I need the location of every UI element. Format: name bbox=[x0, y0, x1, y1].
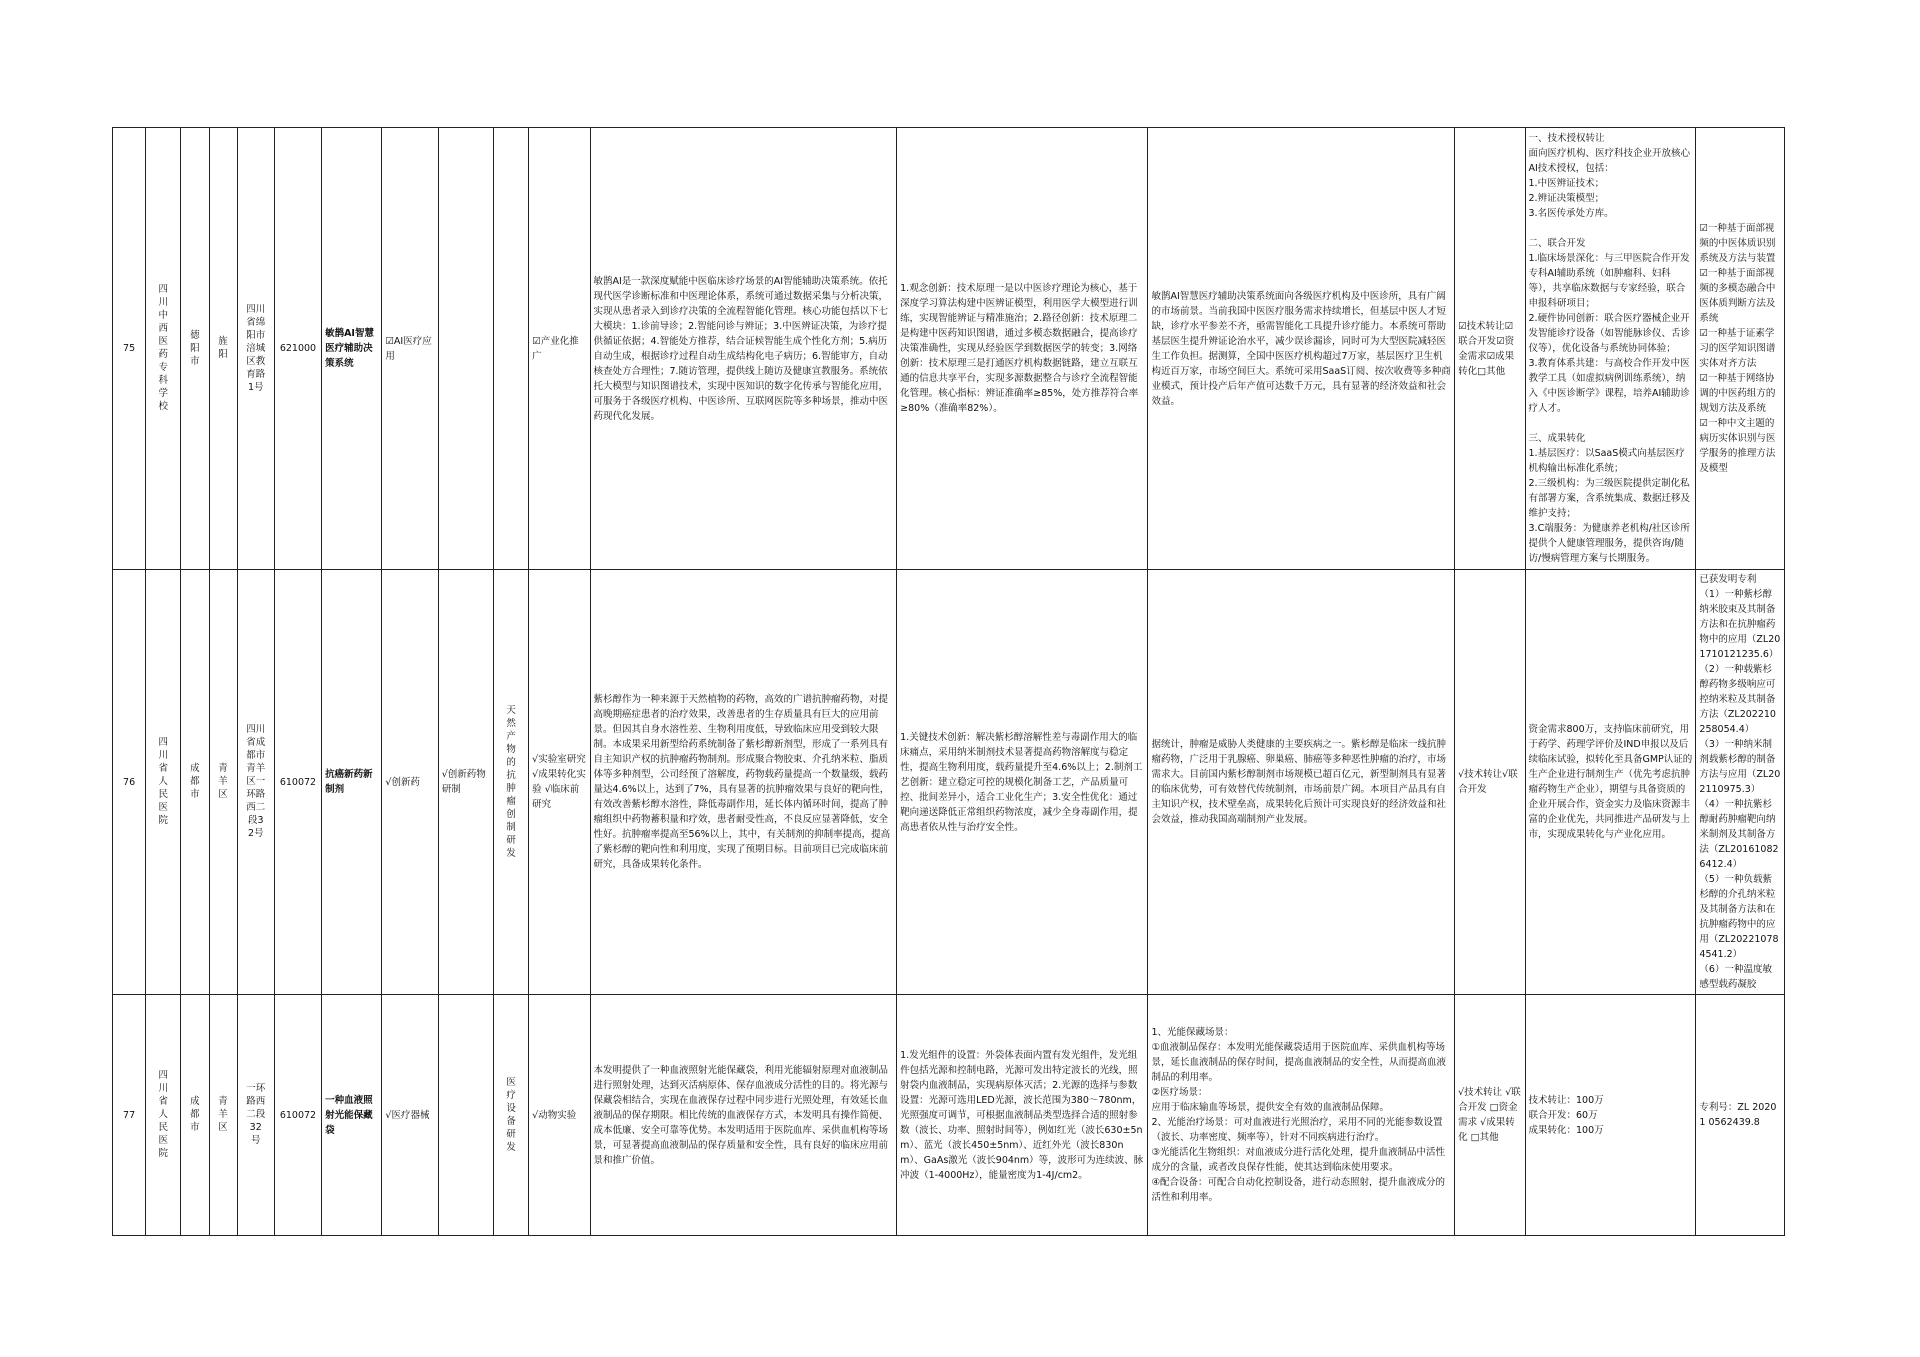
project-name: 一种血液照射光能保藏袋 bbox=[322, 995, 382, 1236]
row-number: 75 bbox=[113, 128, 146, 570]
market-cell: 1、光能保藏场景： ①血液制品保存：本发明光能保藏袋适用于医院血库、采供血机构等场景，延长血液制品的保存时间，提高血液制品的安全性，从而提高血液制品的利用率。 ②医疗场景： 应用于临床输血等场景，提供安全有效的血液制品保障。 2、光能治疗场景：可对血液进行光照治疗，采用不同的光能参数设置（波长、功率密度、频率等），针对不同疾病进行治疗。 ③光能活化生物组织：对血液成分进行活化处理，提升血液制品中活性成分的含量，或者改良保存性能，使其达到临床使用要求。 ④配合设备：可配合自动化控制设备，进行动态照射，提升血液成分的活性和利用率。 bbox=[1148, 995, 1455, 1236]
address-cell: 四川省绵阳市涪城区教育路1号 bbox=[237, 128, 274, 570]
city-cell: 德阳市 bbox=[181, 128, 209, 570]
table-row bbox=[113, 128, 1785, 570]
stage-cell bbox=[493, 128, 528, 570]
county-cell: 青羊区 bbox=[209, 995, 237, 1236]
city-cell: 成都市 bbox=[181, 995, 209, 1236]
county-cell: 旌阳 bbox=[209, 128, 237, 570]
coop-mode-cell: √技术转让√联合开发 bbox=[1455, 570, 1525, 995]
unit-cell: 四川省人民医院 bbox=[146, 570, 181, 995]
field-cell: √创新药 bbox=[382, 570, 438, 995]
coop-mode-cell: √技术转让 √联合开发 □资金需求 √成果转化 □其他 bbox=[1455, 995, 1525, 1236]
coop-detail-cell: 技术转让：100万 联合开发：60万 成果转化：100万 bbox=[1525, 995, 1696, 1236]
intro-cell: 敏鹊AI是一款深度赋能中医临床诊疗场景的AI智能辅助决策系统。依托现代医学诊断标准和中医理论体系，系统可通过数据采集与分析决策，实现从患者录入到诊疗决策的全流程智能化管理。核心功能包括以下七大模块：1.诊前导诊；2.智能问诊与辨证；3.中医辨证决策，为诊疗提供循证依据；4.智能处方推荐，结合证候智能生成个性化方剂；5.病历自动生成，根据诊疗过程自动生成结构化电子病历；6.智能审方，自动核查处方合理性；7.随访管理，提供线上随访及健康宣教服务。系统依托大模型与知识图谱技术，实现中医知识的数字化传承与智能化应用，可服务于各级医疗机构、中医诊所、互联网医院等多种场景，推动中医药现代化发展。 bbox=[590, 128, 897, 570]
coop-detail-cell: 一、技术授权转让 面向医疗机构、医疗科技企业开放核心AI技术授权，包括： 1.中医辨证技术； 2.辨证决策模型； 3.名医传承处方库。 二、联合开发 1.临床场景深化：与三甲医院合作开发专科AI辅助系统（如肿瘤科、妇科等），共享临床数据与专家经验，联合申报科研项目； 2.硬件协同创新：联合医疗器械企业开发智能诊疗设备（如智能脉诊仪、舌诊仪等），优化设备与系统协同体验； 3.教育体系共建：与高校合作开发中医教学工具（如虚拟病例训练系统），纳入《中医诊断学》课程，培养AI辅助诊疗人才。 三、成果转化 1.基层医疗：以SaaS模式向基层医疗机构输出标准化系统； 2.三级机构：为三级医院提供定制化私有部署方案，含系统集成、数据迁移及维护支持； 3.C端服务：为健康养老机构/社区诊所提供个人健康管理服务，提供咨询/随访/慢病管理方案与长期服务。 bbox=[1525, 128, 1696, 570]
ip-cell: ☑一种基于面部视频的中医体质识别系统及方法与装置 ☑一种基于面部视频的多模态融合中医体质判断方法及系统 ☑一种基于证素学习的医学知识图谱实体对齐方法 ☑一种基于网络协调的中医药组方的规划方法及系统 ☑一种中文主题的病历实体识别与医学服务的推理方法及模型 bbox=[1696, 128, 1785, 570]
data-table bbox=[112, 127, 1785, 1236]
postcode-cell: 610072 bbox=[274, 570, 321, 995]
table-row bbox=[113, 995, 1785, 1236]
postcode-cell: 621000 bbox=[274, 128, 321, 570]
intro-cell: 紫杉醇作为一种来源于天然植物的药物，高效的广谱抗肿瘤药物，对提高晚期癌症患者的治疗效果，改善患者的生存质量具有巨大的应用前景。但因其自身水溶性差、生物利用度低，导致临床应用受到较大限制。本成果采用新型给药系统制备了紫杉醇新剂型，形成了一系列具有自主知识产权的抗肿瘤药物制剂。形成聚合物胶束、介孔纳米粒、脂质体等多种剂型，公司经预了溶解度，药物载药量提高一个数量级，载药量达4.6%以上，达到了7%，具有显著的抗肿瘤效果与良好的靶向性，有效改善紫杉醇水溶性，降低毒副作用，延长体内循环时间，提高了肿瘤组织中药物蓄积量和疗效，患者耐受性高，不良反应显著降低，安全性好。抗肿瘤率提高至56%以上，其中，有关制剂的抑制率提高，提高了紫杉醇的靶向性和利用度，实现了预期目标。目前项目已完成临床前研究，具备成果转化条件。 bbox=[590, 570, 897, 995]
table-row bbox=[113, 570, 1785, 995]
stage-cell: 医疗设备研发 bbox=[493, 995, 528, 1236]
field-cell: √医疗器械 bbox=[382, 995, 438, 1236]
stage-cell: 天然产物的抗肿瘤创制研发 bbox=[493, 570, 528, 995]
subfield-cell: √创新药物研制 bbox=[438, 570, 493, 995]
market-cell: 据统计，肿瘤是威胁人类健康的主要疾病之一。紫杉醇是临床一线抗肿瘤药物，广泛用于乳腺癌、卵巢癌、肺癌等多种恶性肿瘤的治疗，市场需求大。目前国内紫杉醇制剂市场规模已超百亿元，新型制剂具有显著的临床优势，可有效替代传统制剂，市场前景广阔。本项目产品具有自主知识产权，技术壁垒高，成果转化后预计可实现良好的经济效益和社会效益，推动我国高端制剂产业发展。 bbox=[1148, 570, 1455, 995]
market-cell: 敏鹊AI智慧医疗辅助决策系统面向各级医疗机构及中医诊所，具有广阔的市场前景。当前我国中医医疗服务需求持续增长，但基层中医人才短缺，诊疗水平参差不齐，亟需智能化工具提升诊疗能力。本系统可帮助基层医生提升辨证论治水平，减少误诊漏诊，同时可为大型医院减轻医生工作负担。据测算，全国中医医疗机构超过7万家，基层医疗卫生机构近百万家，市场空间巨大。系统可采用SaaS订阅、按次收费等多种商业模式，预计投产后年产值可达数千万元，具有显著的经济效益和社会效益。 bbox=[1148, 128, 1455, 570]
unit-cell: 四川省人民医院 bbox=[146, 995, 181, 1236]
postcode-cell: 610072 bbox=[274, 995, 321, 1236]
project-name: 敏鹊AI智慧医疗辅助决策系统 bbox=[322, 128, 382, 570]
row-number: 76 bbox=[113, 570, 146, 995]
address-cell: 四川省成都市青羊区一环路西二段32号 bbox=[237, 570, 274, 995]
subfield-cell bbox=[438, 995, 493, 1236]
subfield-cell bbox=[438, 128, 493, 570]
tech-cell: 1.关键技术创新：解决紫杉醇溶解性差与毒副作用大的临床痛点，采用纳米制剂技术显著提高药物溶解度与稳定性，提高生物利用度，载药量提升至4.6%以上；2.制剂工艺创新：建立稳定可控的规模化制备工艺，产品质量可控、批间差异小，适合工业化生产；3.安全性优化：通过靶向递送降低正常组织药物浓度，减少全身毒副作用，提高患者依从性与治疗安全性。 bbox=[897, 570, 1148, 995]
ip-cell: 已获发明专利 （1）一种紫杉醇纳米胶束及其制备方法和在抗肿瘤药物中的应用（ZL201710121235.6） （2）一种载紫杉醇药物多级响应可控纳米粒及其制备方法（ZL202210258054.4） （3）一种纳米制剂载紫杉醇的制备方法与应用（ZL202110975.3） （4）一种抗紫杉醇耐药肿瘤靶向纳米制剂及其制备方法（ZL201610826412.4） （5）一种负载紫杉醇的介孔纳米粒及其制备方法和在抗肿瘤药物中的应用（ZL202210784541.2） （6）一种温度敏感型载药凝胶 bbox=[1696, 570, 1785, 995]
unit-cell: 四川中西医药专科学校 bbox=[146, 128, 181, 570]
ip-cell: 专利号：ZL 2020 1 0562439.8 bbox=[1696, 995, 1785, 1236]
coop-mode-cell: ☑技术转让☑联合开发☑资金需求☑成果转化□其他 bbox=[1455, 128, 1525, 570]
city-cell: 成都市 bbox=[181, 570, 209, 995]
tech-cell: 1.观念创新：技术原理一是以中医诊疗理论为核心，基于深度学习算法构建中医辨证模型，利用医学大模型进行训练，实现智能辨证与精准施治；2.路径创新：技术原理二是构建中医药知识图谱，通过多模态数据融合，提高诊疗决策准确性，实现从经验医学到数据医学的转变；3.网络创新：技术原理三是打通医疗机构数据链路，建立互联互通的信息共享平台，实现多源数据整合与诊疗全流程智能化管理。核心指标：辨证准确率≥85%，处方推荐符合率≥80%（准确率82%）。 bbox=[897, 128, 1148, 570]
coop-detail-cell: 资金需求800万，支持临床前研究，用于药学、药理学评价及IND申报以及后续临床试验，拟转化至具备GMP认证的生产企业进行制剂生产（优先考虑抗肿瘤药物生产企业），期望与具备资质的企业开展合作，资金实力及临床资源丰富的企业优先，共同推进产品研发与上市，实现成果转化与产业化应用。 bbox=[1525, 570, 1696, 995]
tech-cell: 1.发光组件的设置：外袋体表面内置有发光组件，发光组件包括光源和控制电路，光源可发出特定波长的光线，照射袋内血液制品，实现病原体灭活；2.光源的选择与参数设置：光源可选用LED光源，波长范围为380～780nm，光照强度可调节，可根据血液制品类型选择合适的照射参数（波长、功率、照射时间等），例如红光（波长630±5nm）、蓝光（波长450±5nm）、近红外光（波长830nm）、GaAs激光（波长904nm）等，波形可为连续波、脉冲波（1-4000Hz），能量密度为1-4J/cm2。 bbox=[897, 995, 1148, 1236]
address-cell: 一环路西二段32号 bbox=[237, 995, 274, 1236]
intro-cell: 本发明提供了一种血液照射光能保藏袋，利用光能辐射原理对血液制品进行照射处理，达到灭活病原体、保存血液成分活性的目的。将光源与保藏袋相结合，实现在血液保存过程中同步进行光照处理，有效延长血液制品的保存期限。相比传统的血液保存方式，本发明具有操作简便、成本低廉、安全可靠等优势。本发明适用于医院血库、采供血机构等场景，可显著提高血液制品的保存质量和安全性，具有良好的临床应用前景和推广价值。 bbox=[590, 995, 897, 1236]
stage2-cell: √实验室研究 √成果转化实验 √临床前研究 bbox=[529, 570, 590, 995]
stage2-cell: √动物实验 bbox=[529, 995, 590, 1236]
stage2-cell: ☑产业化推广 bbox=[529, 128, 590, 570]
project-name: 抗癌新药新制剂 bbox=[322, 570, 382, 995]
county-cell: 青羊区 bbox=[209, 570, 237, 995]
field-cell: ☑AI医疗应用 bbox=[382, 128, 438, 570]
row-number: 77 bbox=[113, 995, 146, 1236]
